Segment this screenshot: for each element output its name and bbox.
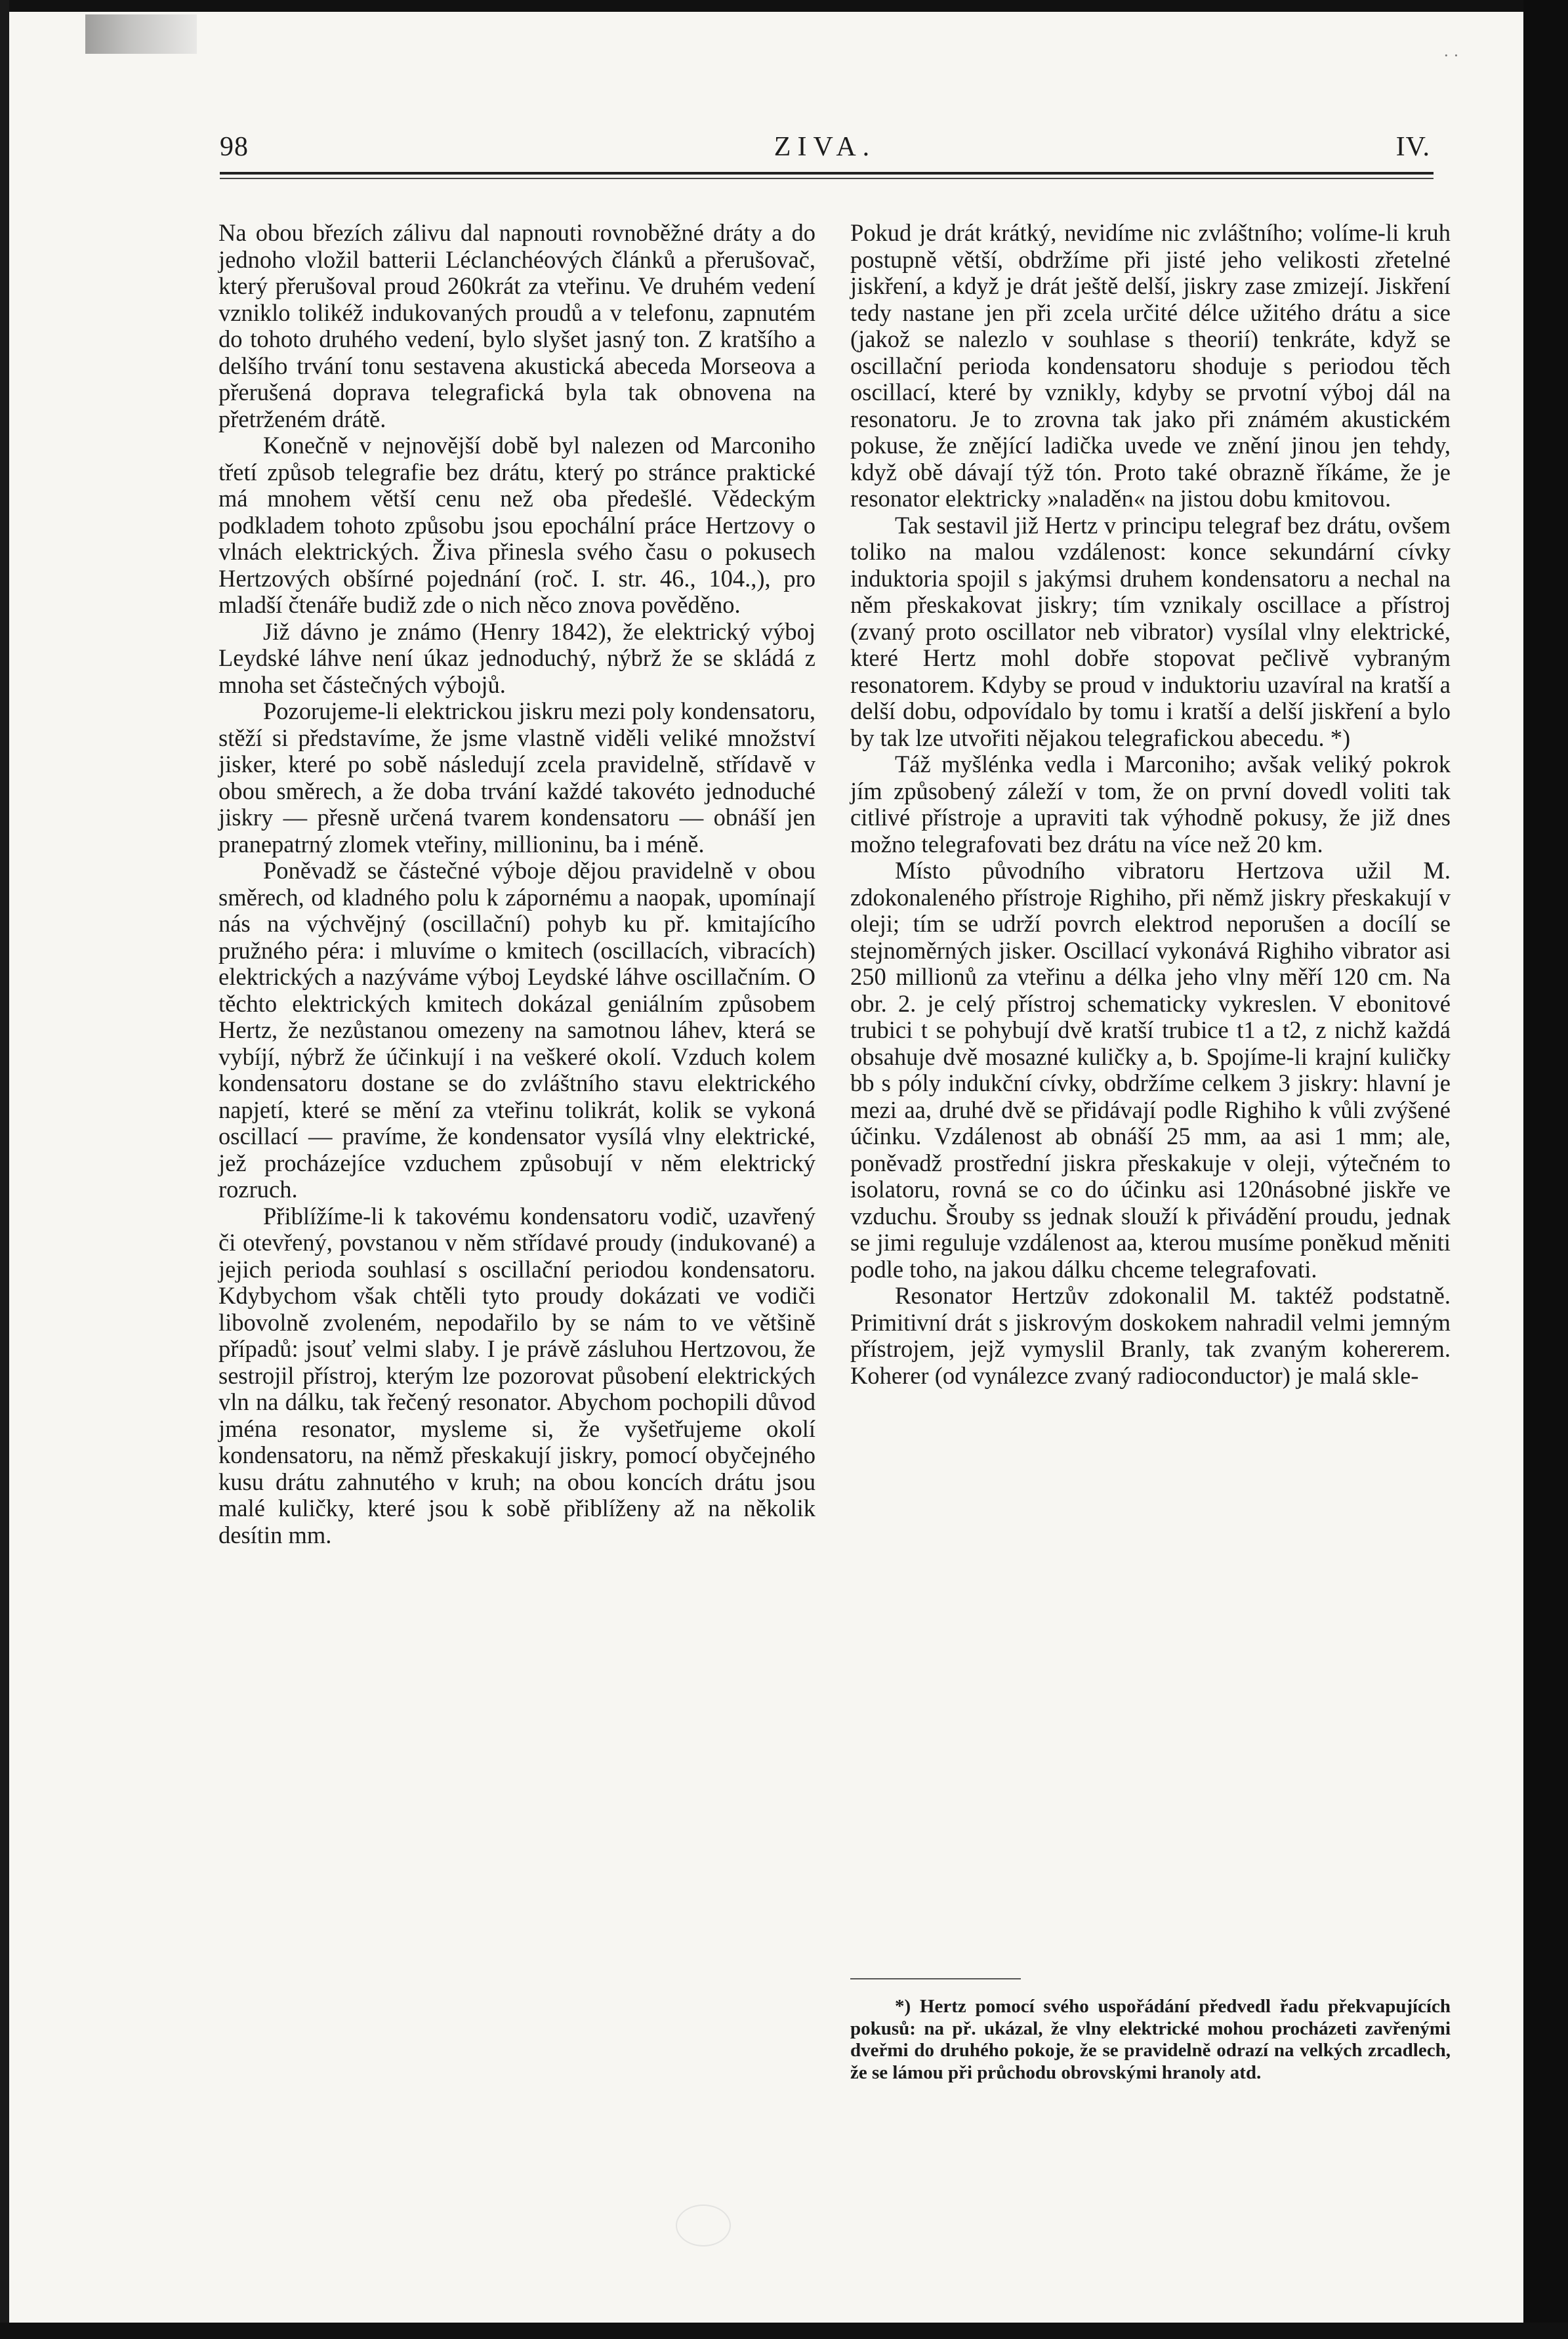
- header-rule-thin: [220, 178, 1434, 179]
- header-rule-thick: [220, 172, 1434, 175]
- paragraph: Táž myšlénka vedla i Marconiho; avšak veliký pokrok jím způsobený záleží v tom, že on první dovedl voliti tak citlivé přístroje a upraviti tak výhodně pokusy, že již dnes možno telegrafovati bez drátu na více než 20 km.: [850, 751, 1451, 858]
- paragraph: Přiblížíme-li k takovému kondensatoru vodič, uzavřený či otevřený, povstanou v něm střídavé proudy (indukované) a jejich perioda souhlasí s oscillační periodou kondensatoru. Kdybychom však chtěli tyto proudy dokázati ve vodiči libovolně zvoleném, nepodařilo by se nám to ve většině případů: jsouť velmi slaby. I je právě zásluhou Hertzovou, že sestrojil přístroj, kterým lze pozorovat působení elektrických vln na dálku, tak řečený resonator. Abychom pochopili důvod jména resonator, mysleme si, že vyšetřujeme okolí kondensatoru, na němž přeskakují jiskry, pomocí obyčejného kusu drátu zahnutého v kruh; na obou koncích drátu jsou malé kuličky, které jsou k sobě přiblíženy až na několik desítin mm.: [218, 1202, 815, 1548]
- scan-border-bottom: [0, 2323, 1568, 2339]
- paragraph: Pokud je drát krátký, nevidíme nic zvláštního; volíme-li kruh postupně větší, obdržíme při jisté jeho velikosti zřetelné jiskření, a když je drát ještě delší, jiskry zase zmizejí. Jiskření tedy nastane jen při zcela určité délce užitého drátu a sice (jakož se nalezlo v souhlase s theorií) tenkráte, když se oscillační perioda kondensatoru shoduje s periodou těch oscillací, které by vznikly, kdyby se prvotní výboj dál na resonatoru. Je to zrovna tak jako při známém akustickém pokuse, že znějící ladička uvede ve znění jinou jen tehdy, když obě dávají týž tón. Proto také obrazně říkáme, že je resonator elektricky »naladěn« na jistou dobu kmitovou.: [850, 219, 1451, 512]
- paragraph: Poněvadž se částečné výboje dějou pravidelně v obou směrech, od kladného polu k zápornému a naopak, upomínají nás na výchvějný (oscillační) pohyb ku př. kmitajícího pružného péra: i mluvíme o kmitech (oscillacích, vibracích) elektrických a nazýváme výboj Leydské láhve oscillačním. O těchto elektrických kmitech dokázal geniálním způsobem Hertz, že nezůstanou omezeny na samotnou láhev, která se vybíjí, nýbrž že účinkují i na veškeré okolí. Vzduch kolem kondensatoru dostane se do zvláštního stavu elektrického napjetí, které se mění za vteřinu tolikrát, kolik se vykoná oscillací — pravíme, že kondensator vysílá vlny elektrické, jež procházejíce vzduchem způsobují v něm elektrický rozruch.: [218, 857, 815, 1203]
- paragraph: Tak sestavil již Hertz v principu telegraf bez drátu, ovšem toliko na malou vzdálenost: konce sekundární cívky induktoria spojil s jakýmsi druhem kondensatoru a nechal na něm přeskakovat jiskry; tím vznikaly oscillace a přístroj (zvaný proto oscillator neb vibrator) vysílal vlny elektrické, které Hertz mohl dobře stopovat pečlivě vybraným resonatorem. Kdyby se proud v induktoriu uzavíral na kratší a delší dobu, odpovídalo by tomu i kratší a delší jiskření a bylo by tak lze utvořiti nějakou telegrafickou abecedu. *): [850, 511, 1451, 751]
- scan-border-left: [0, 0, 9, 2339]
- scan-border-right: [1523, 0, 1568, 2339]
- volume-number: IV.: [1395, 132, 1430, 162]
- footnote: [850, 1996, 1451, 2084]
- paragraph: Na obou březích zálivu dal napnouti rovnoběžné dráty a do jednoho vložil batterii Léclanchéových článků a přerušovač, který přerušoval proud 260krát za vteřinu. Ve druhém vedení vzniklo tolikéž indukovaných proudů a v telefonu, zapnutém do tohoto druhého vedení, bylo slyšet jasný ton. Z kratšího a delšího trvání tonu sestavena akustická abeceda Morseova a přerušená doprava telegrafická byla tak obnovena na přetrženém drátě.: [218, 219, 815, 432]
- footnote-text: *) Hertz pomocí svého uspořádání předvedl řadu překvapujících pokusů: na př. ukázal, že vlny elektrické mohou procházeti zavřenými dveřmi do druhého pokoje, že se pravidelně odrazí na velkých zrcadlech, že se lámou při průchodu obrovskými hranoly atd.: [850, 1996, 1451, 2083]
- running-header: [220, 131, 1430, 177]
- corner-stain: [85, 14, 197, 54]
- journal-title: ZIVA.: [774, 132, 877, 162]
- right-column: [850, 220, 1451, 1389]
- paragraph: Již dávno je známo (Henry 1842), že elektrický výboj Leydské láhve není úkaz jednoduchý, nýbrž že se skládá z mnoha set částečných výbojů.: [218, 617, 815, 698]
- left-column: [218, 220, 815, 1548]
- scan-border-top: [0, 0, 1568, 12]
- margin-mark: · ·: [1443, 46, 1459, 65]
- paragraph: Konečně v nejnovější době byl nalezen od Marconiho třetí způsob telegrafie bez drátu, který po stránce praktické má mnohem větší cenu než oba předešlé. Vědeckým podkladem tohoto způsobu jsou epochální práce Hertzovy o vlnách elektrických. Živa přinesla svého času o pokusech Hertzových obšírné pojednání (roč. I. str. 46., 104.,), pro mladší čtenáře budiž zde o nich něco znova pověděno.: [218, 432, 815, 618]
- page-number: 98: [220, 132, 249, 162]
- paragraph: Resonator Hertzův zdokonalil M. taktéž podstatně. Primitivní drát s jiskrovým doskokem nahradil velmi jemným přístrojem, jejž vymyslil Branly, tak zvaným kohererem. Koherer (od vynálezce zvaný radioconductor) je malá skle-: [850, 1282, 1451, 1389]
- paper-blemish: [676, 2204, 731, 2246]
- paragraph: Pozorujeme-li elektrickou jiskru mezi poly kondensatoru, stěží si představíme, že jsme vlastně viděli veliké množství jisker, které po sobě následují zcela pravidelně, střídavě v obou směrech, a že doba trvání každé takovéto jednoduché jiskry — přesně určená tvarem kondensatoru — obnáší jen pranepatrný zlomek vteřiny, millioninu, ba i méně.: [218, 697, 815, 858]
- paragraph: Místo původního vibratoru Hertzova užil M. zdokonaleného přístroje Righiho, při němž jiskry přeskakují v oleji; tím se udrží povrch elektrod neporušen a docílí se stejnoměrných jisker. Oscillací vykonává Righiho vibrator asi 250 millionů za vteřinu a délka jeho vlny měří 120 cm. Na obr. 2. je celý přístroj schematicky vykreslen. V ebonitové trubici t se pohybují dvě kratší trubice t1 a t2, z nichž každá obsahuje dvě mosazné kuličky a, b. Spojíme-li krajní kuličky bb s póly indukční cívky, obdržíme celkem 3 jiskry: hlavní je mezi aa, druhé dvě se přidávají podle Righiho k vůli zvýšené účinku. Vzdálenost ab obnáší 25 mm, aa asi 1 mm; ale, poněvadž prostřední jiskra přeskakuje v oleji, výtečném to isolatoru, rovná se co do účinku asi 120násobné jiskře ve vzduchu. Šrouby ss jednak slouží k přivádění proudu, jednak se jimi reguluje vzdálenost aa, kterou musíme poněkud měniti podle toho, na jakou dálku chceme telegrafovati.: [850, 857, 1451, 1283]
- footnote-rule: [850, 1978, 1021, 1979]
